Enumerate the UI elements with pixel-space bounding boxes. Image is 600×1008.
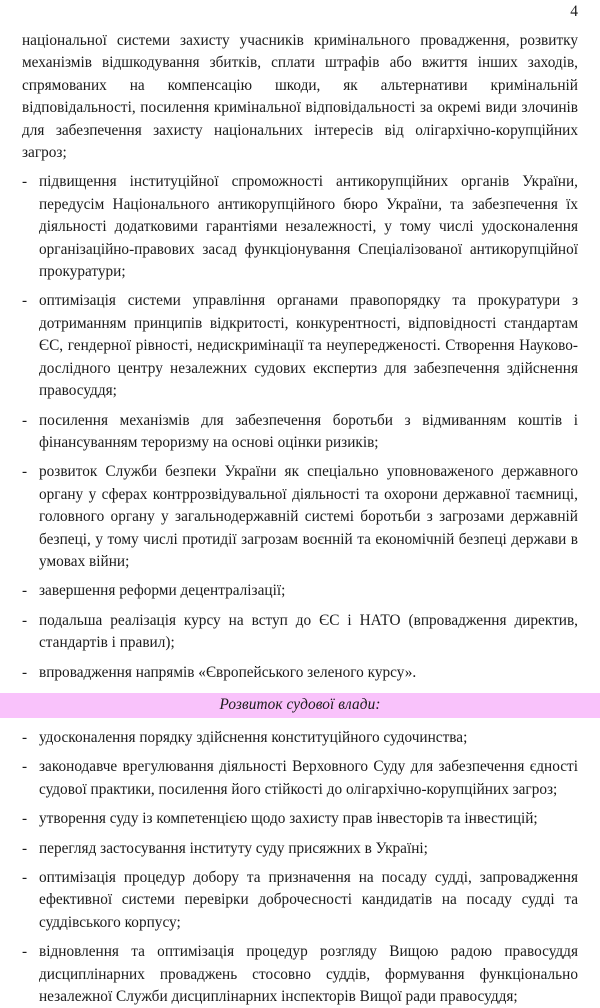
- dash-marker-icon: -: [22, 463, 28, 481]
- list-item: [22, 867, 578, 934]
- list-item: [22, 662, 578, 684]
- list-item: [22, 756, 578, 801]
- list-item: [22, 290, 578, 402]
- list-item: [22, 808, 578, 830]
- dash-marker-icon: -: [22, 173, 28, 191]
- dash-marker-icon: -: [22, 869, 28, 886]
- page-body: [22, 30, 578, 1008]
- list-item: [22, 410, 578, 455]
- spacer: [22, 718, 578, 727]
- section-heading-highlight-band: [0, 693, 600, 718]
- list-item-text: оптимізація системи управління органами правопорядку та прокуратури з дотриманням принципів відкритості, конкурентності, відповідності стандартам ЄС, гендерної рівності, недискримінації та неупередженості. Створення Науково-дослідного центру незалежних судових експертиз для забезпечення здійснення правосуддя;: [39, 292, 578, 400]
- list-item-text: подальша реалізація курсу на вступ до ЄС і НАТО (впровадження директив, стандартів і правил);: [39, 611, 578, 652]
- list-item-text: законодавче врегулювання діяльності Верховного Суду для забезпечення єдності судової практики, посилення його стійкості до олігархічно-корупційних загроз;: [39, 758, 578, 798]
- list-item: [22, 838, 578, 860]
- dash-marker-icon: -: [22, 292, 28, 310]
- dash-marker-icon: -: [22, 943, 28, 961]
- list-item-text: завершення реформи децентралізації;: [39, 582, 286, 600]
- dash-marker-icon: -: [22, 810, 28, 828]
- continued-paragraph: національної системи захисту учасників кримінального провадження, розвитку механізмів відшкодування збитків, сплати штрафів або вжиття інших заходів, спрямованих на компенсацію шкоди, як альтернативи кримінальній відповідальності, посилення кримінальної відповідальності за окремі види злочинів для забезпечення захисту національних інтересів від олігархічно-корупційних загроз;: [22, 32, 578, 162]
- list-item: [22, 941, 578, 1008]
- list-item-text: оптимізація процедур добору та призначення на посаду судді, запровадження ефективної системи перевірки доброчесності кандидатів на посаду судді та суддівського корпусу;: [39, 869, 578, 931]
- list-item-text: утворення суду із компетенцією щодо захисту прав інвесторів та інвестицій;: [39, 810, 538, 828]
- list-item-text: удосконалення порядку здійснення конституційного судочинства;: [39, 728, 468, 746]
- dash-marker-icon: -: [22, 839, 28, 857]
- list-item-text: посилення механізмів для забезпечення боротьби з відмиванням коштів і фінансуванням тероризму на основі оцінки ризиків;: [39, 411, 578, 451]
- bullet-list-before-heading: [22, 171, 578, 684]
- list-item-text: впровадження напрямів «Європейського зеленого курсу».: [39, 663, 417, 681]
- list-item: [22, 727, 578, 749]
- section-heading-title: Розвиток судової влади:: [219, 695, 381, 713]
- dash-marker-icon: -: [22, 728, 28, 746]
- list-item-text: розвиток Служби безпеки України як спеціально уповноваженого державного органу у сферах контррозвідувальної діяльності та охорони державної таємниці, головного органу у загальнодержавній системі боротьби з загрозами державній безпеці, у тому числі протидії загрозам воєнній та економічній безпеці держави в умовах війни;: [39, 463, 578, 570]
- dash-marker-icon: -: [22, 582, 28, 600]
- dash-marker-icon: -: [22, 663, 28, 681]
- list-item: [22, 171, 578, 283]
- list-item: [22, 461, 578, 573]
- bullet-list-after-heading: [22, 727, 578, 1008]
- list-item: [22, 580, 578, 602]
- dash-marker-icon: -: [22, 611, 28, 629]
- spacer: [22, 684, 578, 693]
- page-number: 4: [570, 3, 578, 20]
- list-item-text: підвищення інституційної спроможності антикорупційних органів України, передусім Національного антикорупційного бюро України, та забезпечення їх діяльності додатковими гарантіями незалежності, у тому числі удосконалення організаційно-правових засад функціонування Спеціалізованої антикорупційної прокуратури;: [39, 173, 578, 281]
- dash-marker-icon: -: [22, 758, 28, 776]
- list-item-text: перегляд застосування інституту суду присяжних в Україні;: [39, 839, 428, 857]
- dash-marker-icon: -: [22, 411, 28, 429]
- list-item: [22, 610, 578, 655]
- list-item-text: відновлення та оптимізація процедур розгляду Вищою радою правосуддя дисциплінарних проваджень стосовно суддів, формування функціонально незалежної Служби дисциплінарних інспекторів Вищої ради правосуддя;: [39, 943, 578, 1006]
